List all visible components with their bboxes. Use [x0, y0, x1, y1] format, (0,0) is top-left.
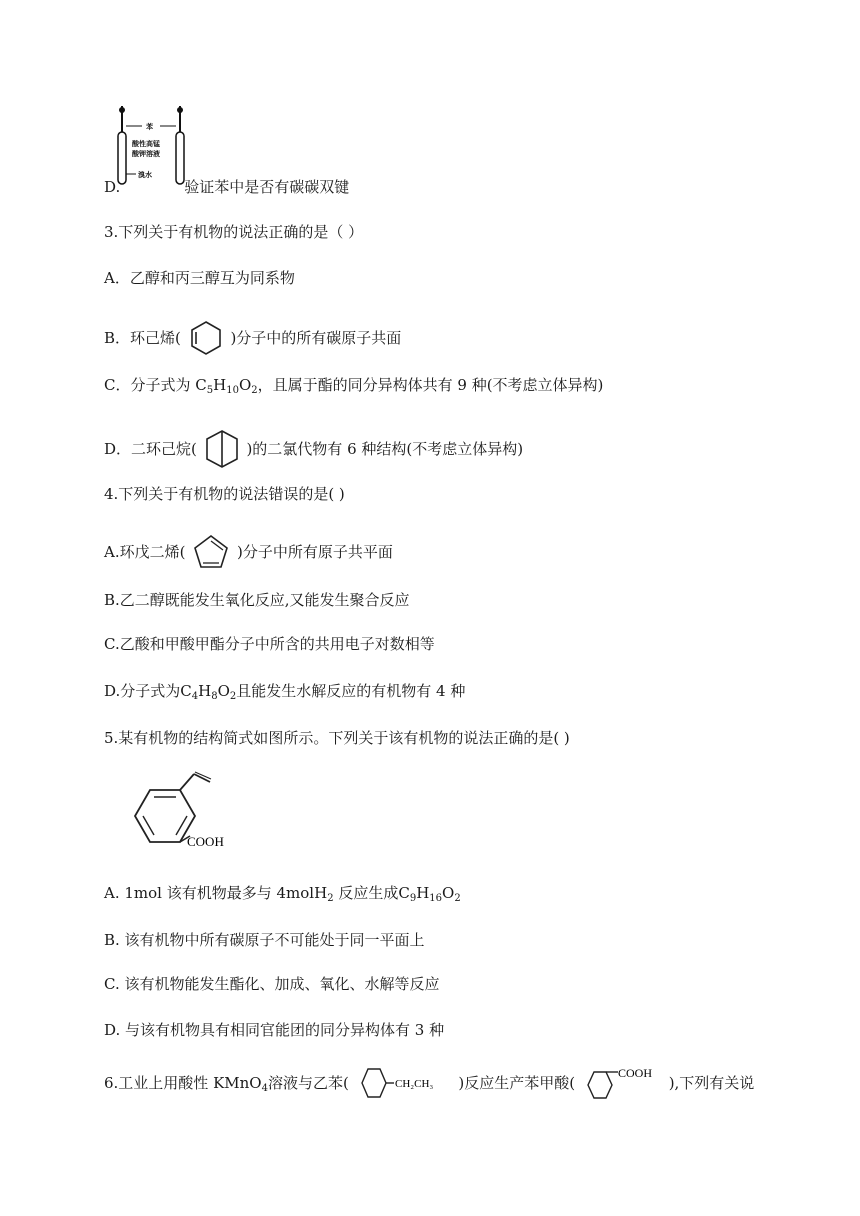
option-text: 反应生成 [333, 884, 399, 902]
apparatus-label-kmno4-1: 酸性高锰 [132, 140, 160, 148]
subscript: 8 [211, 691, 218, 702]
subscript: 2 [229, 691, 237, 702]
q5-option-c: C. 该有机物能发生酯化、加成、氧化、水解等反应 [104, 975, 440, 993]
option-letter: D. [104, 178, 121, 196]
formula-text: O [442, 884, 455, 902]
subscript: 2 [327, 893, 334, 904]
q4-option-a [104, 532, 393, 572]
option-text: A.环戊二烯( [104, 543, 186, 561]
q4-option-b: B.乙二醇既能发生氧化反应,又能发生聚合反应 [104, 591, 410, 609]
subscript: 4 [191, 691, 199, 702]
stem-text: 6.工业上用酸性 KMnO [104, 1074, 262, 1092]
option-text: )分子中所有原子共平面 [237, 543, 393, 561]
subscript: 10 [226, 385, 239, 396]
subscript: 5 [206, 385, 214, 396]
q3-option-d [104, 428, 523, 470]
structure-cooh-label: COOH [187, 834, 224, 849]
stem-text: ),下列有关说 [668, 1074, 755, 1092]
ethyl-label: CH₂CH₃ [394, 1078, 433, 1090]
option-text: C．分子式为 C [104, 376, 207, 394]
apparatus-label-kmno4-2: 酸钾溶液 [132, 150, 160, 158]
benzoic-acid-structure [580, 1066, 664, 1100]
question-3-stem: 3.下列关于有机物的说法正确的是（ ） [104, 223, 364, 241]
option-text: )分子中的所有碳原子共面 [230, 329, 402, 347]
option-text: D.分子式为 [104, 682, 181, 700]
stem-text: )反应生产苯甲酸( [458, 1074, 576, 1092]
subscript: 2 [251, 385, 258, 396]
subscript: 2 [454, 893, 461, 904]
subscript: 9 [409, 893, 417, 904]
formula-text: O [217, 682, 230, 700]
q4-option-c: C.乙酸和甲酸甲酯分子中所含的共用电子对数相等 [104, 635, 435, 653]
cyclopentadiene-structure [190, 532, 232, 572]
q3-option-a: A．乙醇和丙三醇互为同系物 [104, 269, 295, 287]
q5-option-d: D. 与该有机物具有相同官能团的同分异构体有 3 种 [104, 1021, 445, 1039]
question-5-stem: 5.某有机物的结构简式如图所示。下列关于该有机物的说法正确的是( ) [104, 729, 570, 747]
option-text: B．环己烯( [104, 329, 181, 347]
formula-text: H [198, 682, 212, 700]
option-text: H [213, 376, 227, 394]
subscript: 16 [429, 893, 443, 904]
q4-option-d [104, 680, 465, 707]
q5-option-a [104, 882, 461, 909]
option-text: 且能发生水解反应的有机物有 4 种 [236, 682, 466, 700]
question-6-stem [104, 1066, 754, 1100]
stem-text: 溶液与乙苯( [267, 1074, 349, 1092]
q3-option-b [104, 318, 401, 358]
cyclohexene-structure [186, 318, 226, 358]
option-text: A. 1mol 该有机物最多与 4molH [104, 884, 328, 902]
ethylbenzene-structure [354, 1066, 454, 1100]
formula-text: C [398, 884, 410, 902]
apparatus-label-benzene: 苯 [146, 123, 153, 131]
benzoic-cooh-label: COOH [617, 1066, 652, 1080]
q5-option-b: B. 该有机物中所有碳原子不可能处于同一平面上 [104, 931, 425, 949]
vinylbenzoic-acid-structure [110, 770, 250, 860]
q3-option-c [104, 374, 603, 401]
question-4-stem: 4.下列关于有机物的说法错误的是( ) [104, 485, 345, 503]
formula-text: H [416, 884, 430, 902]
subscript: 4 [261, 1083, 268, 1094]
option-text: 验证苯中是否有碳碳双键 [184, 178, 350, 196]
option-text: D．二环己烷( [104, 440, 197, 458]
option-text: O [238, 376, 252, 394]
q2-option-d [104, 176, 349, 197]
bicyclohexane-structure [202, 428, 242, 470]
option-text: ，且属于酯的同分异构体共有 9 种(不考虑立体异构) [257, 376, 604, 394]
apparatus-label-bromine-water: 溴水 [138, 171, 152, 179]
formula-text: C [180, 682, 192, 700]
option-text: )的二氯代物有 6 种结构(不考虑立体异构) [246, 440, 524, 458]
